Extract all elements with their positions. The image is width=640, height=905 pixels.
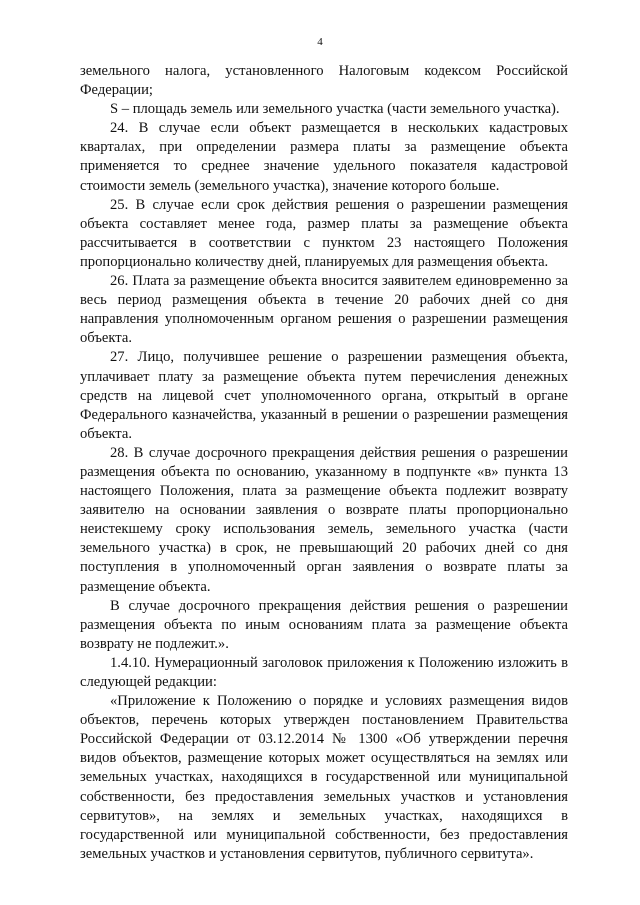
- paragraph-appendix-heading: «Приложение к Положению о порядке и условиях размещения видов объектов, перечень которых утвержден постановлением Правительства Российской Федерации от 03.12.2014 № 1300 «Об утверждении перечня видов объектов, размещение которых может осуществляться на землях или земельных участках, находящихся в государственной или муниципальной собственности, без предоставления земельных участков и установления сервитутов», на землях и земельных участках, находящихся в государственной или муниципальной собственности, без предоставления земельных участков и установления сервитутов, публичного сервитута».: [80, 693, 568, 862]
- paragraph-continuation: земельного налога, установленного Налоговым кодексом Российской Федерации;: [80, 63, 568, 99]
- paragraph-28-second: В случае досрочного прекращения действия решения о разрешении размещения объекта по иным основаниям плата за размещение объекта возврату не подлежит.».: [80, 597, 568, 652]
- paragraph-s-definition: S – площадь земель или земельного участка (части земельного участка).: [110, 101, 560, 118]
- paragraph-27: 27. Лицо, получившее решение о разрешении размещения объекта, уплачивает плату за размещение объекта путем перечисления денежных средств на лицевой счет уполномоченного органа, открытый в органе Федерального казначейства, указанный в решении о разрешении размещения объекта.: [80, 349, 568, 442]
- paragraph-1-4-10: 1.4.10. Нумерационный заголовок приложения к Положению изложить в следующей редакции:: [80, 654, 568, 690]
- paragraph-26: 26. Плата за размещение объекта вносится заявителем единовременно за весь период размещения объекта в течение 20 рабочих дней со дня направления уполномоченным органом решения о разрешении размещения объекта.: [80, 273, 568, 347]
- paragraph-24: 24. В случае если объект размещается в нескольких кадастровых кварталах, при определении размера платы за размещение объекта применяется то среднее значение удельного показателя кадастровой стоимости земель (земельного участка), значение которого больше.: [80, 120, 568, 194]
- paragraph-25: 25. В случае если срок действия решения о разрешении размещения объекта составляет менее года, размер платы за размещение объекта рассчитывается в соответствии с пунктом 23 настоящего Положения пропорционально количеству дней, планируемых для размещения объекта.: [80, 196, 568, 270]
- paragraph-28: 28. В случае досрочного прекращения действия решения о разрешении размещения объекта по основанию, указанному в подпункте «в» пункта 13 настоящего Положения, плата за размещение объекта подлежит возврату заявителю на основании заявления о возврате платы пропорционально неистекшему сроку использования земель, земельного участка (части земельного участка) в срок, не превышающий 20 рабочих дней со дня поступления в уполномоченный орган заявления о возврате платы за размещение объекта.: [80, 444, 568, 595]
- page-number: 4: [317, 36, 323, 48]
- document-body: [80, 62, 568, 864]
